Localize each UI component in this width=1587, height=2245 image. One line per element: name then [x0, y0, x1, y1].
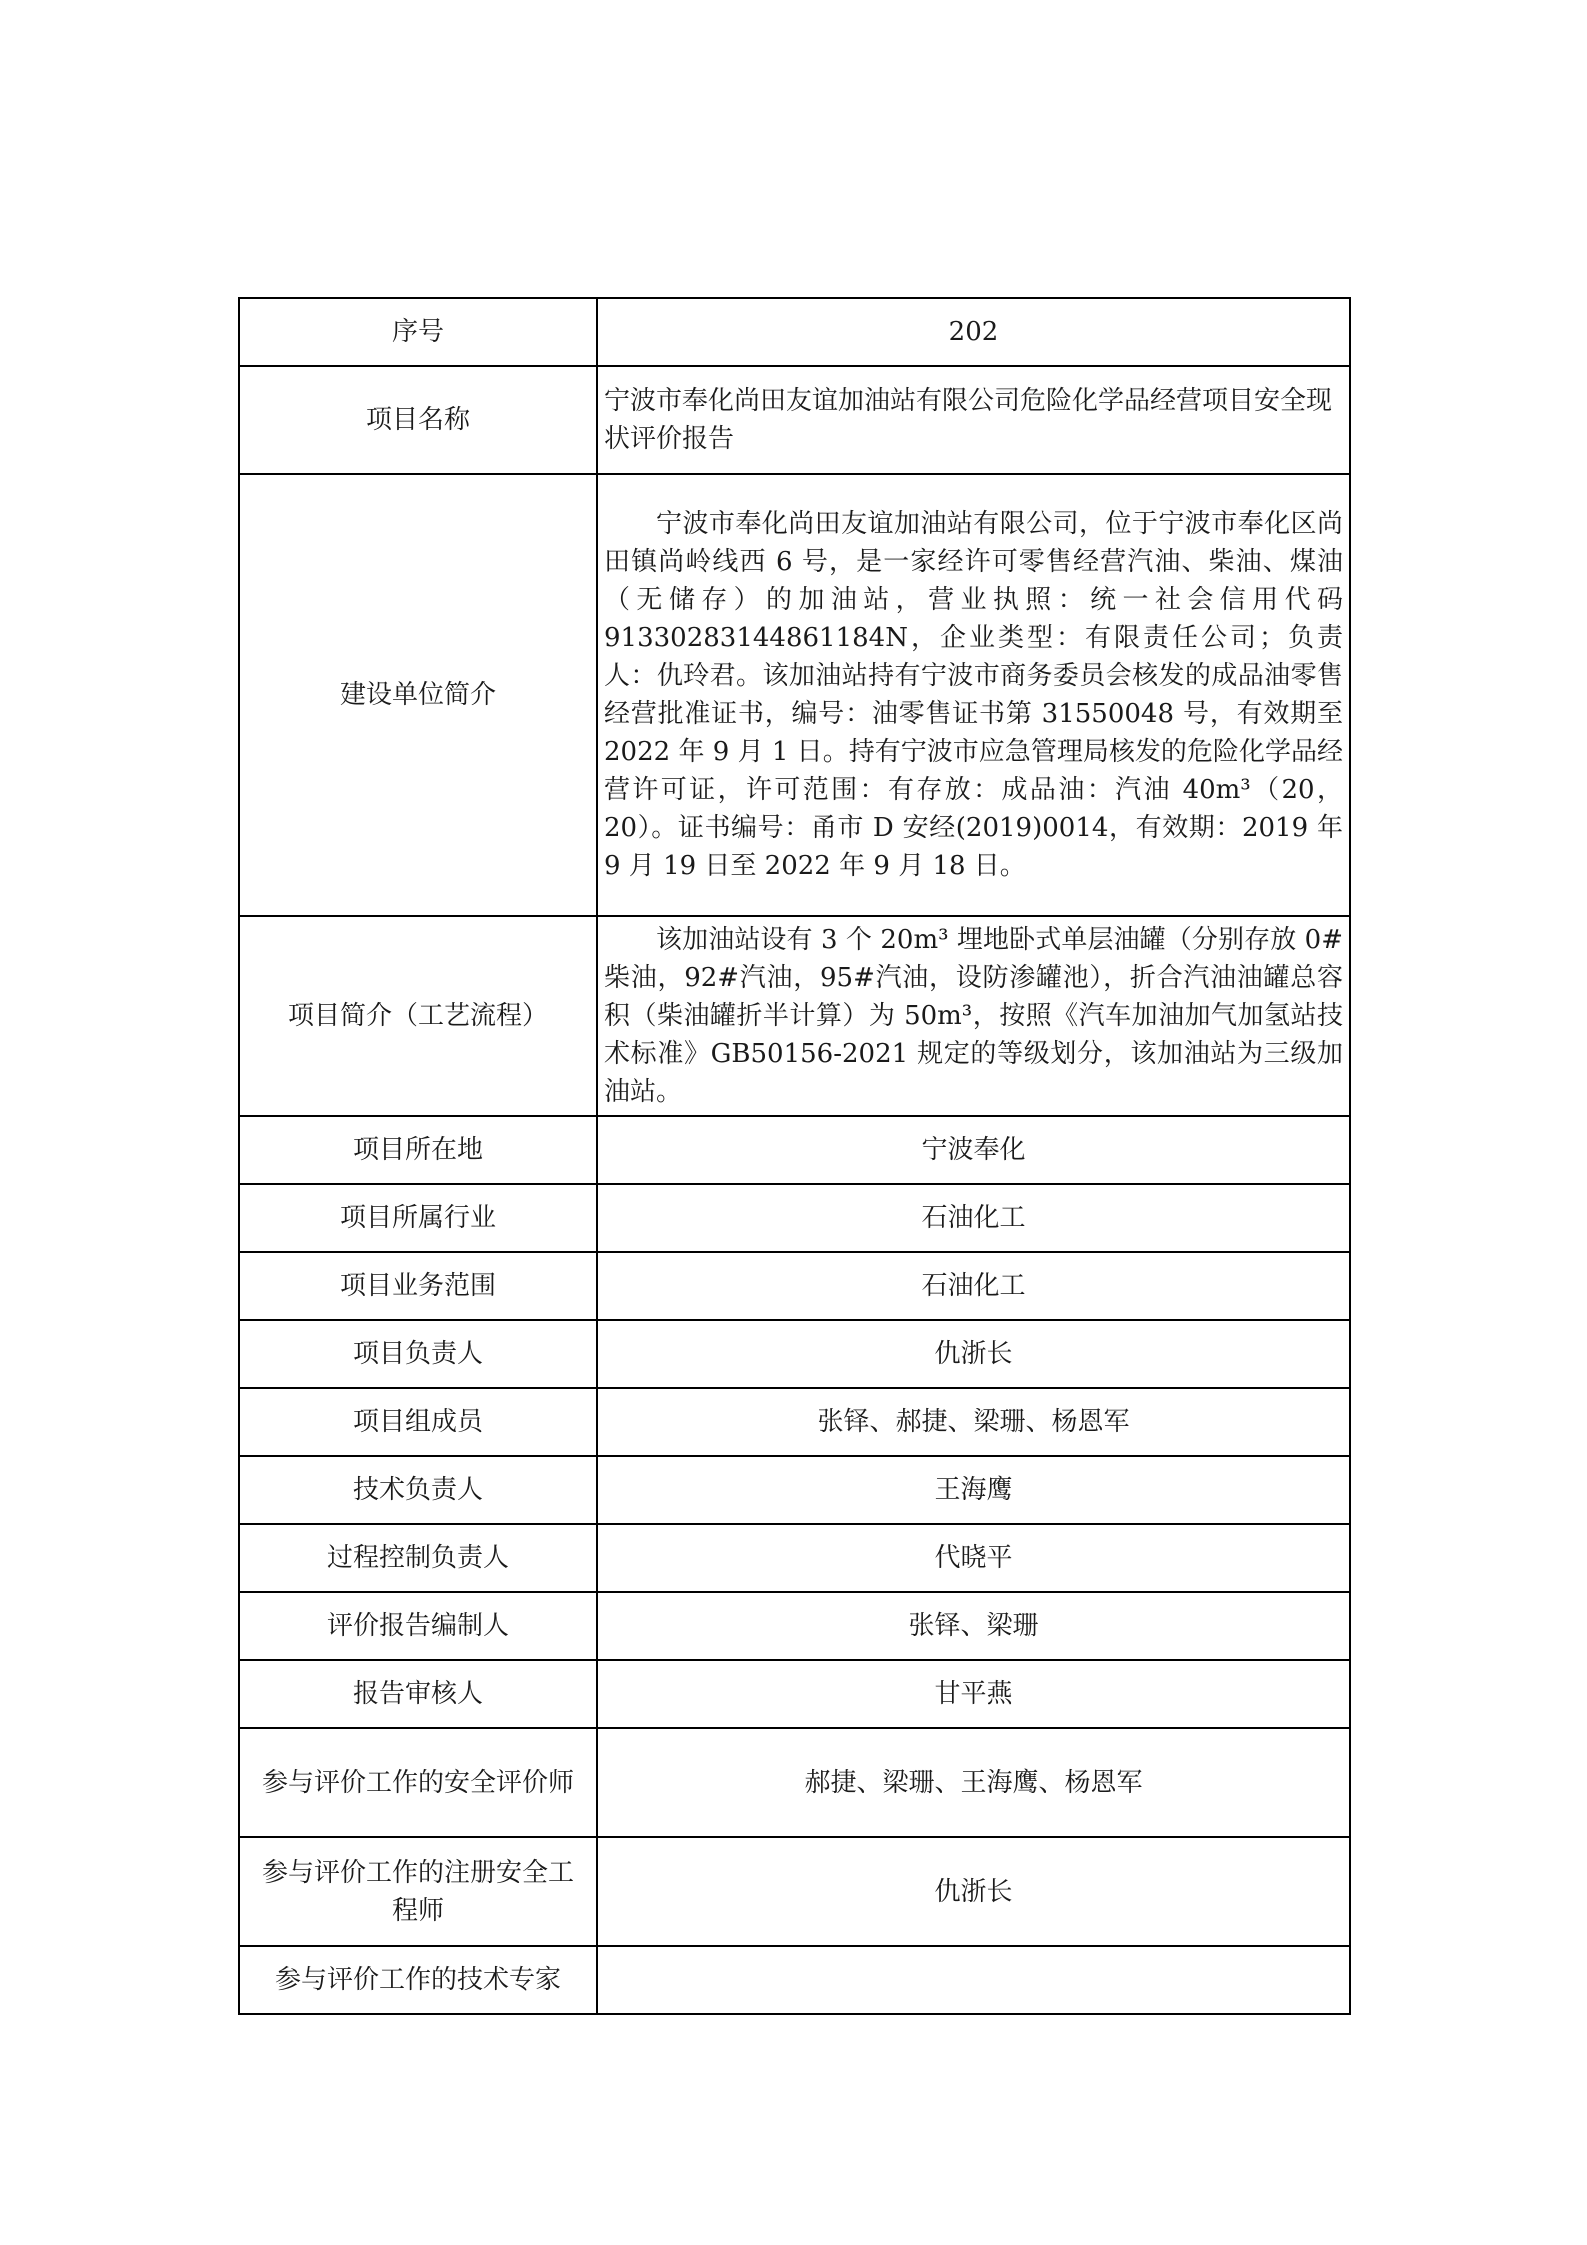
- table-row: [239, 1252, 1350, 1320]
- project-info-table: [238, 297, 1351, 2015]
- row-label: 技术负责人: [239, 1456, 597, 1524]
- row-label: 项目负责人: [239, 1320, 597, 1388]
- row-label: 项目简介（工艺流程）: [239, 916, 597, 1116]
- table-row: [239, 1456, 1350, 1524]
- row-value: 宁波市奉化尚田友谊加油站有限公司危险化学品经营项目安全现状评价报告: [597, 366, 1350, 474]
- row-label: 序号: [239, 298, 597, 366]
- row-value: 宁波奉化: [597, 1116, 1350, 1184]
- row-label: 参与评价工作的注册安全工程师: [239, 1837, 597, 1946]
- table-row: [239, 366, 1350, 474]
- table-row: [239, 1946, 1350, 2014]
- row-value: 王海鹰: [597, 1456, 1350, 1524]
- row-label: 项目业务范围: [239, 1252, 597, 1320]
- row-label: 建设单位简介: [239, 474, 597, 916]
- table-row: [239, 1592, 1350, 1660]
- table-row: [239, 474, 1350, 916]
- row-label: 项目名称: [239, 366, 597, 474]
- row-label: 过程控制负责人: [239, 1524, 597, 1592]
- row-value: 仇浙长: [597, 1837, 1350, 1946]
- table-row: [239, 1728, 1350, 1837]
- row-value: 张铎、郝捷、梁珊、杨恩军: [597, 1388, 1350, 1456]
- row-label: 参与评价工作的安全评价师: [239, 1728, 597, 1837]
- row-value: 石油化工: [597, 1252, 1350, 1320]
- row-label: 报告审核人: [239, 1660, 597, 1728]
- row-label: 评价报告编制人: [239, 1592, 597, 1660]
- row-label: 项目所属行业: [239, 1184, 597, 1252]
- table-row: [239, 1184, 1350, 1252]
- table-row: [239, 1388, 1350, 1456]
- row-value: 代晓平: [597, 1524, 1350, 1592]
- row-value: 该加油站设有 3 个 20m³ 埋地卧式单层油罐（分别存放 0#柴油，92#汽油，95#汽油，设防渗罐池），折合汽油油罐总容积（柴油罐折半计算）为 50m³，按照《汽车加油加气加氢站技术标准》GB50156-2021 规定的等级划分，该加油站为三级加油站。: [597, 916, 1350, 1116]
- row-value: 张铎、梁珊: [597, 1592, 1350, 1660]
- table-row: [239, 298, 1350, 366]
- table-row: [239, 1320, 1350, 1388]
- row-value: 仇浙长: [597, 1320, 1350, 1388]
- row-value: 宁波市奉化尚田友谊加油站有限公司，位于宁波市奉化区尚田镇尚岭线西 6 号，是一家经许可零售经营汽油、柴油、煤油（无储存）的加油站，营业执照：统一社会信用代码 91330283144861184N，企业类型：有限责任公司；负责人：仇玲君。该加油站持有宁波市商务委员会核发的成品油零售经营批准证书，编号：油零售证书第 31550048 号，有效期至 2022 年 9 月 1 日。持有宁波市应急管理局核发的危险化学品经营许可证，许可范围：有存放：成品油：汽油 40m³（20，20）。证书编号：甬市 D 安经(2019)0014，有效期：2019 年 9 月 19 日至 2022 年 9 月 18 日。: [597, 474, 1350, 916]
- table-row: [239, 1116, 1350, 1184]
- table-row: [239, 1524, 1350, 1592]
- row-label: 参与评价工作的技术专家: [239, 1946, 597, 2014]
- row-value: [597, 1946, 1350, 2014]
- row-label: 项目组成员: [239, 1388, 597, 1456]
- row-value: 石油化工: [597, 1184, 1350, 1252]
- row-value: 郝捷、梁珊、王海鹰、杨恩军: [597, 1728, 1350, 1837]
- row-value: 202: [597, 298, 1350, 366]
- table-row: [239, 1837, 1350, 1946]
- table-row: [239, 916, 1350, 1116]
- table-row: [239, 1660, 1350, 1728]
- row-value: 甘平燕: [597, 1660, 1350, 1728]
- row-label: 项目所在地: [239, 1116, 597, 1184]
